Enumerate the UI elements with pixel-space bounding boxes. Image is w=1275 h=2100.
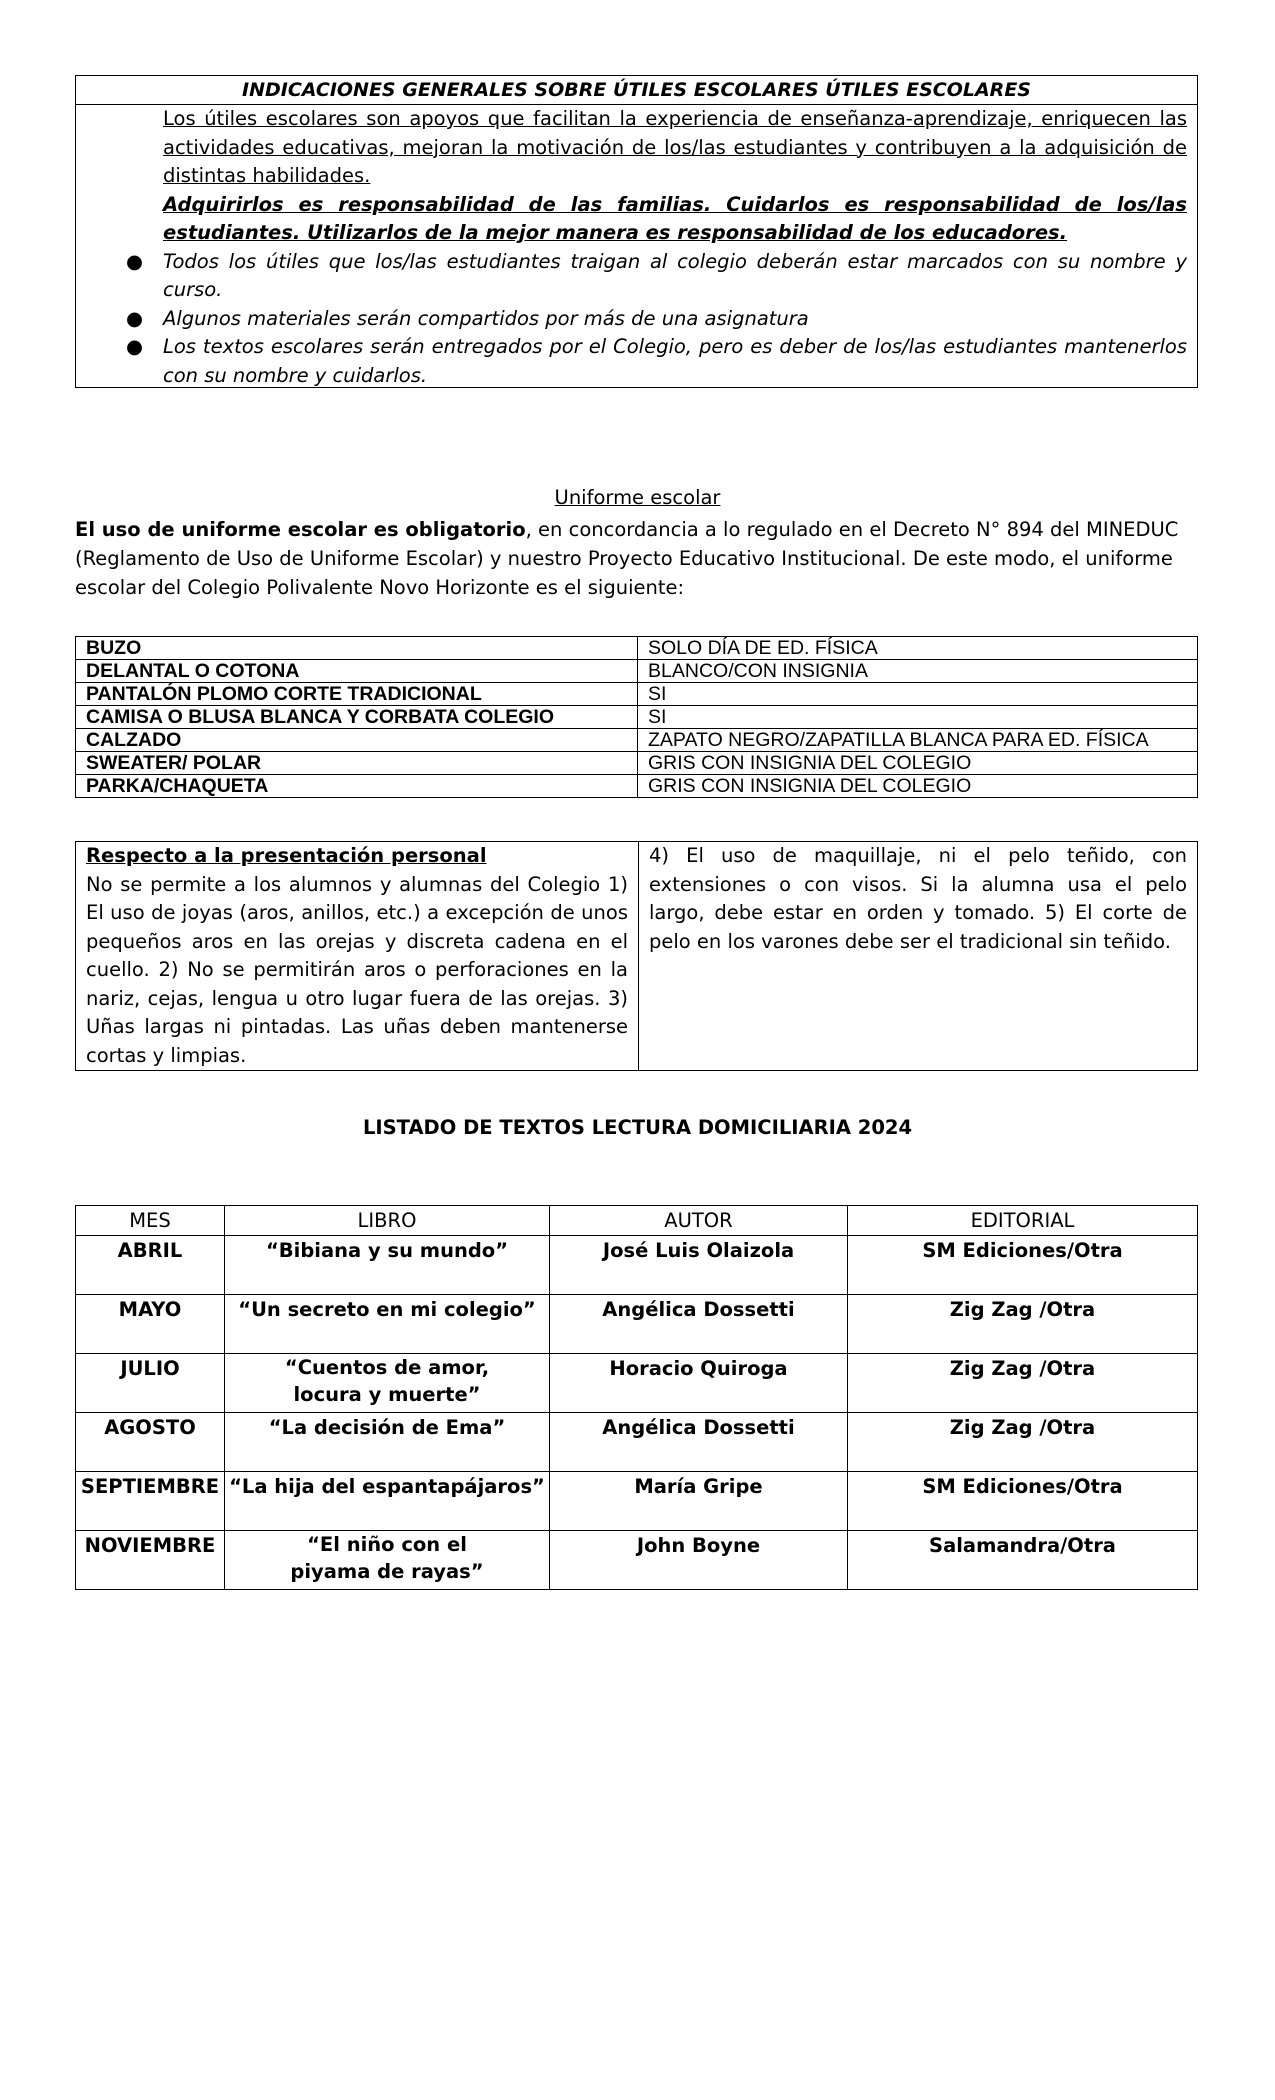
- presentacion-heading: Respecto a la presentación personal: [86, 844, 487, 867]
- cell-editorial: Zig Zag /Otra: [848, 1354, 1198, 1413]
- list-item: [126, 333, 1187, 390]
- table-row: [76, 1295, 1198, 1354]
- uniforme-lead: El uso de uniforme escolar es obligatorio: [75, 518, 526, 541]
- table-row: [76, 752, 1198, 775]
- presentacion-right-text: 4) El uso de maquillaje, ni el pelo teñido, con extensiones o con visos. Si la alumna usa el pelo largo, debe estar en orden y tomado. 5) El corte de pelo en los varones debe ser el tradicional sin teñido.: [649, 844, 1187, 953]
- col-header-autor: AUTOR: [550, 1206, 848, 1236]
- utiles-box: [75, 75, 1198, 388]
- cell-autor: María Gripe: [550, 1472, 848, 1531]
- table-row: [76, 1354, 1198, 1413]
- col-header-mes: MES: [76, 1206, 225, 1236]
- table-row: [76, 1413, 1198, 1472]
- uniforme-title: Uniforme escolar: [554, 486, 721, 509]
- cell-libro: “El niño con el piyama de rayas”: [225, 1531, 550, 1590]
- cell-autor: José Luis Olaizola: [550, 1236, 848, 1295]
- table-row: [76, 729, 1198, 752]
- cell-mes: ABRIL: [76, 1236, 225, 1295]
- presentacion-table: [75, 841, 1198, 1071]
- col-header-editorial: EDITORIAL: [848, 1206, 1198, 1236]
- uniforme-value: GRIS CON INSIGNIA DEL COLEGIO: [638, 775, 1198, 798]
- cell-mes: MAYO: [76, 1295, 225, 1354]
- cell-autor: Angélica Dossetti: [550, 1295, 848, 1354]
- cell-mes: SEPTIEMBRE: [76, 1472, 225, 1531]
- uniforme-item: SWEATER/ POLAR: [76, 752, 638, 775]
- utiles-intro: Los útiles escolares son apoyos que facilitan la experiencia de enseñanza-aprendizaje, enriquecen las actividades educativas, mejoran la motivación de los/las estudiantes y contribuyen a la adquisición de distintas habilidades.: [163, 107, 1187, 187]
- table-row: [76, 1531, 1198, 1590]
- uniforme-value: SI: [638, 706, 1198, 729]
- list-item-text: Los textos escolares serán entregados por el Colegio, pero es deber de los/las estudiantes mantenerlos con su nombre y cuidarlos.: [163, 335, 1187, 387]
- table-row: [76, 637, 1198, 660]
- cell-editorial: Zig Zag /Otra: [848, 1295, 1198, 1354]
- uniforme-paragraph: [75, 515, 1198, 602]
- uniforme-value: GRIS CON INSIGNIA DEL COLEGIO: [638, 752, 1198, 775]
- table-row: [76, 683, 1198, 706]
- cell-mes: AGOSTO: [76, 1413, 225, 1472]
- cell-libro: “La decisión de Ema”: [225, 1413, 550, 1472]
- cell-autor: Horacio Quiroga: [550, 1354, 848, 1413]
- list-item-text: Algunos materiales serán compartidos por más de una asignatura: [163, 306, 809, 330]
- uniforme-table: [75, 636, 1198, 798]
- cell-editorial: SM Ediciones/Otra: [848, 1472, 1198, 1531]
- presentacion-left-text: No se permite a los alumnos y alumnas del Colegio 1) El uso de joyas (aros, anillos, etc.) a excepción de unos pequeños aros en las orejas y discreta cadena en el cuello. 2) No se permitirán aros o perforaciones en la nariz, cejas, lengua u otro lugar fuera de las orejas. 3) Uñas largas ni pintadas. Las uñas deben mantenerse cortas y limpias.: [86, 872, 628, 1067]
- table-row: [76, 1236, 1198, 1295]
- uniforme-value: SI: [638, 683, 1198, 706]
- presentacion-left: [76, 842, 639, 1071]
- utiles-title: INDICACIONES GENERALES SOBRE ÚTILES ESCOLARES ÚTILES ESCOLARES: [76, 76, 1197, 105]
- uniforme-item: CALZADO: [76, 729, 638, 752]
- cell-libro: “Cuentos de amor, locura y muerte”: [225, 1354, 550, 1413]
- col-header-libro: LIBRO: [225, 1206, 550, 1236]
- uniforme-text: , en concordancia a lo regulado en el Decreto N° 894 del MINEDUC (Reglamento de Uso de Uniforme Escolar) y nuestro Proyecto Educativo Institucional. De este modo, el uniforme escolar del Colegio Polivalente Novo Horizonte es el siguiente:: [75, 518, 1179, 599]
- table-row: [76, 775, 1198, 798]
- table-row: [76, 842, 1198, 1071]
- uniforme-item: DELANTAL O COTONA: [76, 660, 638, 683]
- table-row: [76, 1472, 1198, 1531]
- cell-libro: “Bibiana y su mundo”: [225, 1236, 550, 1295]
- uniforme-item: CAMISA O BLUSA BLANCA Y CORBATA COLEGIO: [76, 706, 638, 729]
- utiles-responsabilidad: Adquirirlos es responsabilidad de las familias. Cuidarlos es responsabilidad de los/las estudiantes. Utilizarlos de la mejor manera es responsabilidad de los educadores.: [163, 192, 1187, 244]
- cell-autor: Angélica Dossetti: [550, 1413, 848, 1472]
- cell-mes: JULIO: [76, 1354, 225, 1413]
- bullet-icon: ●: [126, 335, 144, 358]
- cell-autor: John Boyne: [550, 1531, 848, 1590]
- list-item: [126, 248, 1187, 305]
- uniforme-value: ZAPATO NEGRO/ZAPATILLA BLANCA PARA ED. FÍSICA: [638, 729, 1198, 752]
- cell-editorial: Salamandra/Otra: [848, 1531, 1198, 1590]
- table-header-row: [76, 1206, 1198, 1236]
- lectura-title: LISTADO DE TEXTOS LECTURA DOMICILIARIA 2024: [362, 1116, 913, 1139]
- bullet-icon: ●: [126, 306, 144, 330]
- lectura-table: [75, 1205, 1198, 1590]
- cell-mes: NOVIEMBRE: [76, 1531, 225, 1590]
- uniforme-value: BLANCO/CON INSIGNIA: [638, 660, 1198, 683]
- utiles-list: [126, 248, 1187, 391]
- utiles-body: [76, 105, 1197, 390]
- list-item: [126, 305, 1187, 334]
- presentacion-right: [639, 842, 1198, 1071]
- uniforme-item: PARKA/CHAQUETA: [76, 775, 638, 798]
- table-row: [76, 706, 1198, 729]
- cell-editorial: SM Ediciones/Otra: [848, 1236, 1198, 1295]
- cell-libro: “Un secreto en mi colegio”: [225, 1295, 550, 1354]
- uniforme-item: PANTALÓN PLOMO CORTE TRADICIONAL: [76, 683, 638, 706]
- bullet-icon: ●: [126, 249, 144, 273]
- table-row: [76, 660, 1198, 683]
- list-item-text: Todos los útiles que los/las estudiantes traigan al colegio deberán estar marcados con su nombre y curso.: [163, 249, 1187, 301]
- cell-libro: “La hija del espantapájaros”: [225, 1472, 550, 1531]
- uniforme-value: SOLO DÍA DE ED. FÍSICA: [638, 637, 1198, 660]
- cell-editorial: Zig Zag /Otra: [848, 1413, 1198, 1472]
- uniforme-item: BUZO: [76, 637, 638, 660]
